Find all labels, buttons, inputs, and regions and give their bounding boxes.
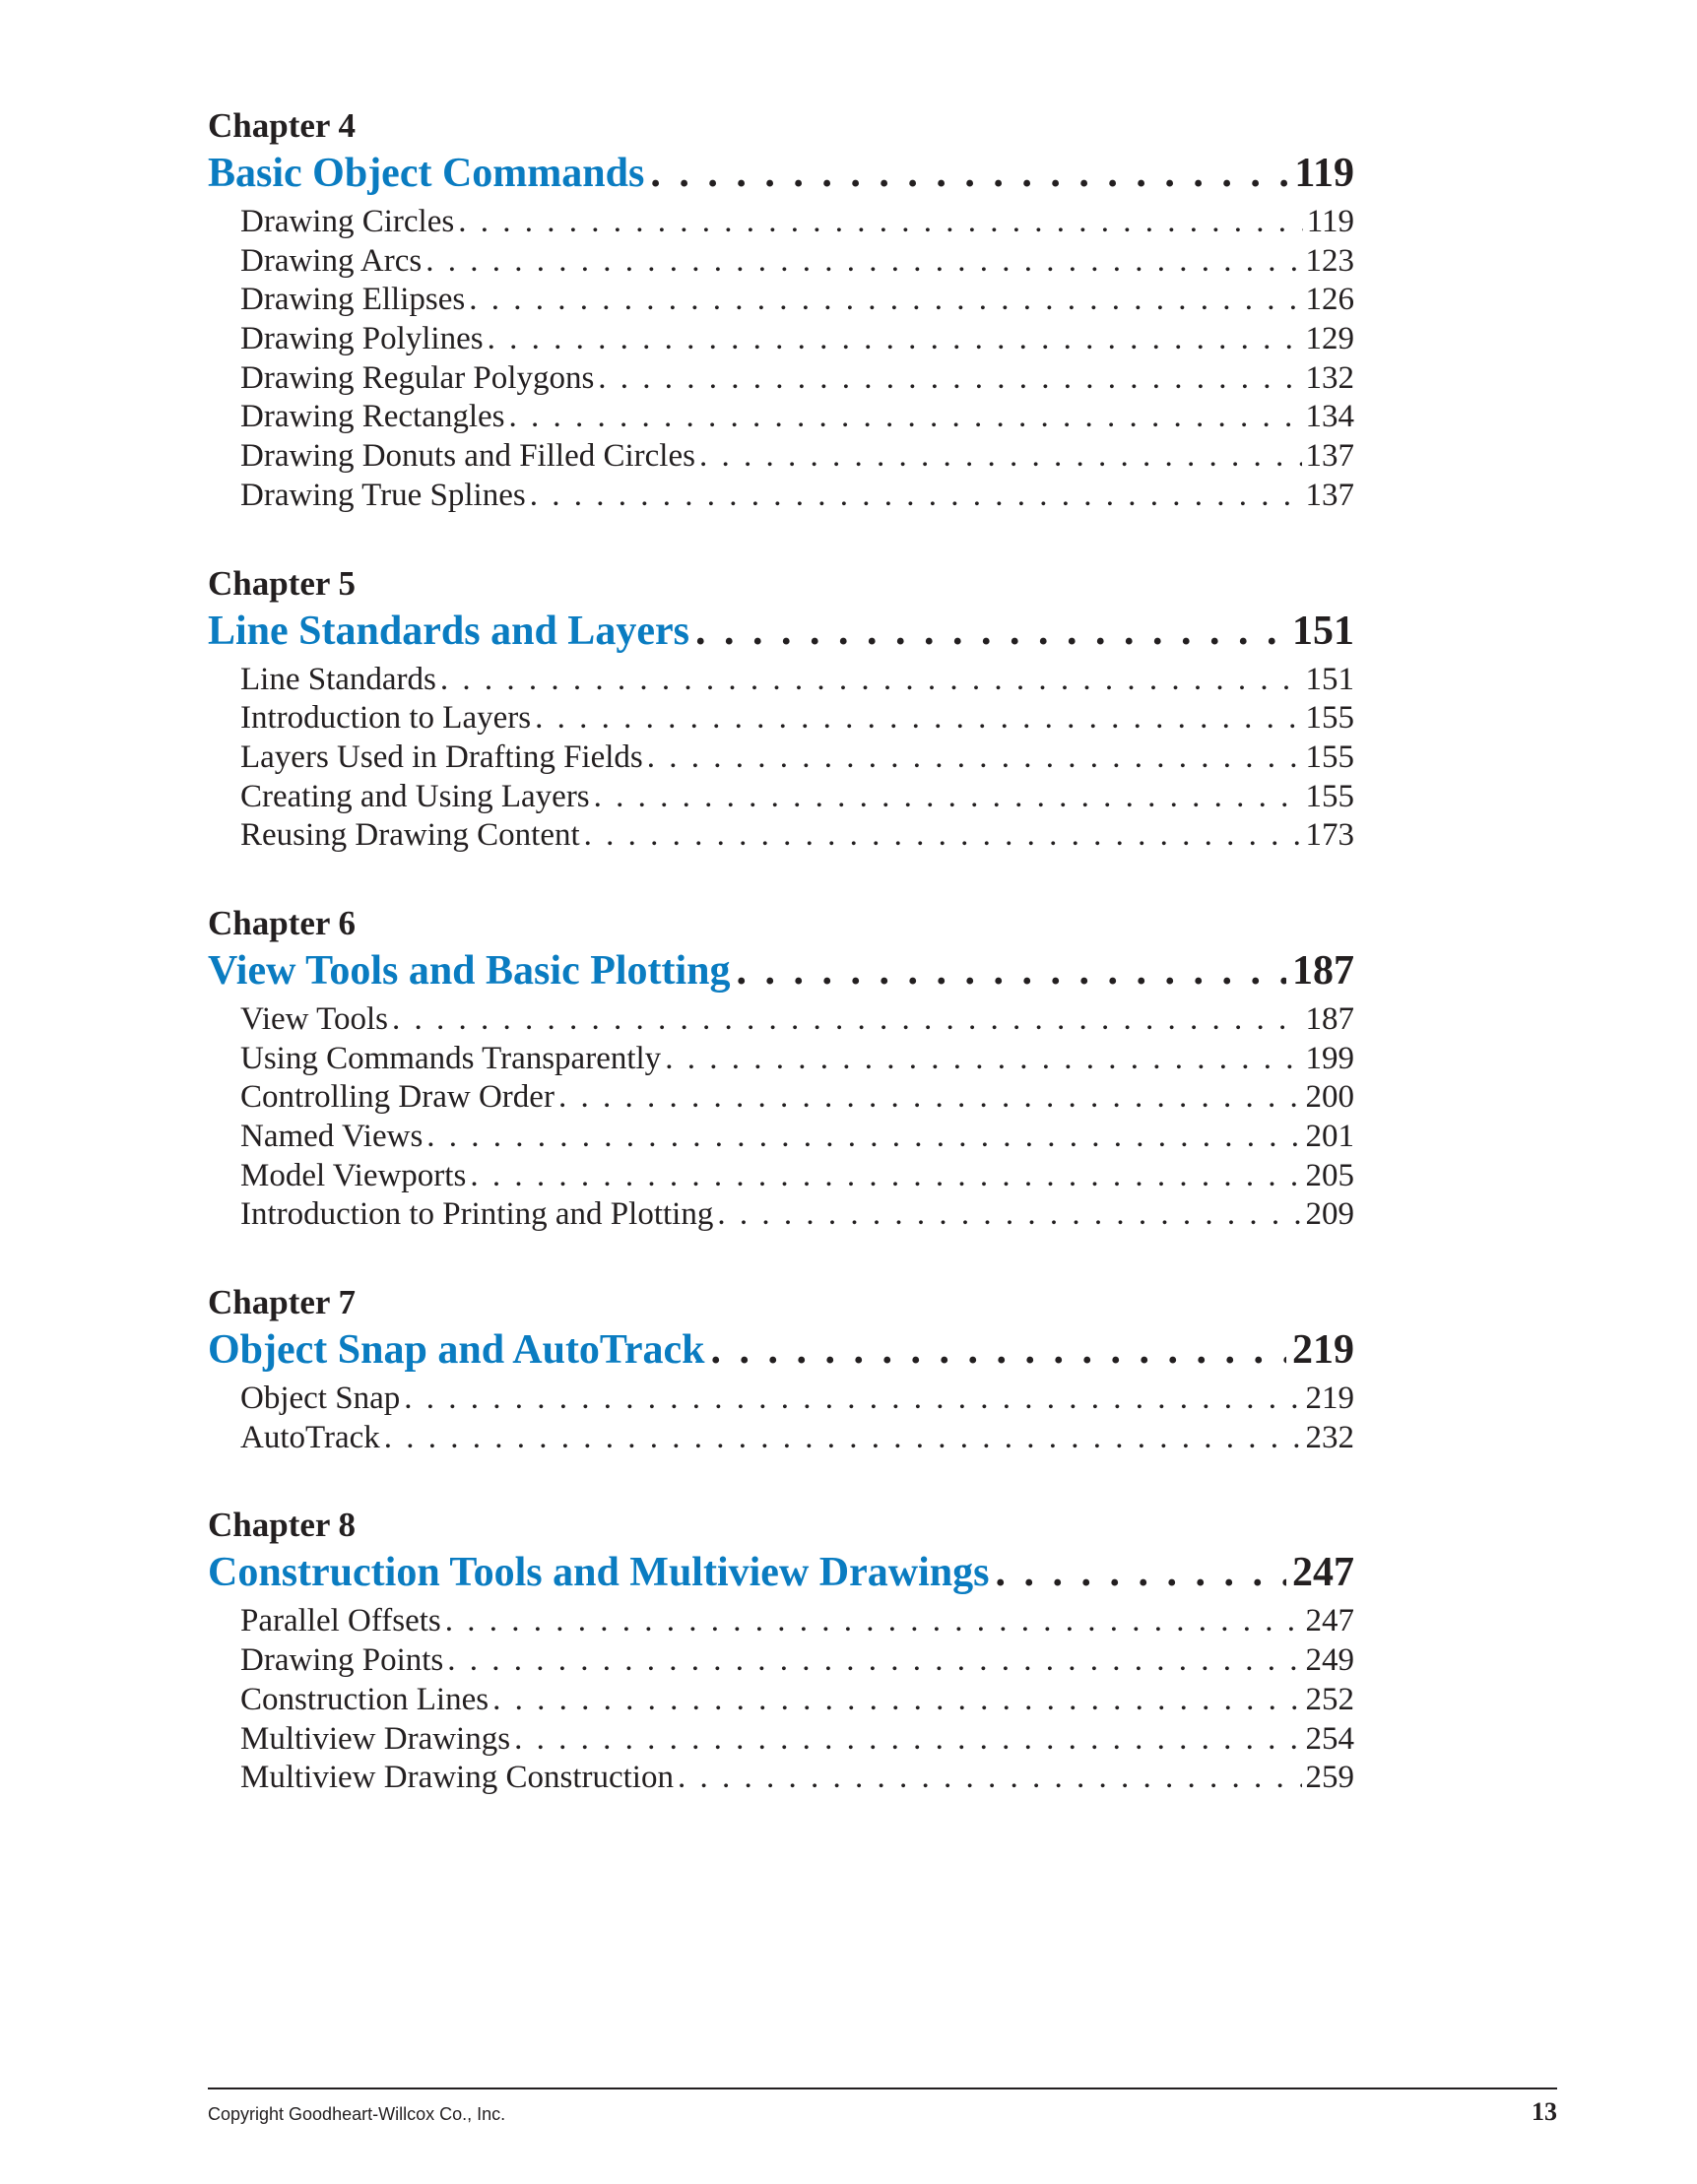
dot-leader: [678, 1759, 1302, 1798]
section-title: Drawing Points: [240, 1642, 444, 1679]
page-footer: [208, 2088, 1557, 2127]
toc-entry[interactable]: [208, 1040, 1354, 1079]
toc-entry[interactable]: [208, 816, 1354, 856]
section-page-number: 219: [1305, 1381, 1354, 1417]
dot-leader: [440, 661, 1302, 700]
section-list: [208, 1000, 1354, 1235]
section-list: [208, 661, 1354, 856]
section-page-number: 126: [1305, 282, 1354, 318]
section-title: Drawing Regular Polygons: [240, 359, 595, 396]
dot-leader: [492, 1681, 1301, 1720]
toc-entry[interactable]: [208, 1000, 1354, 1040]
chapter-title: Object Snap and AutoTrack: [208, 1327, 705, 1374]
section-page-number: 205: [1305, 1157, 1354, 1193]
toc-entry[interactable]: [208, 1759, 1354, 1798]
table-of-contents: [208, 104, 1354, 1844]
section-page-number: 134: [1305, 399, 1354, 435]
chapter-label: Chapter 7: [208, 1283, 357, 1322]
section-title: Controlling Draw Order: [240, 1079, 555, 1116]
chapter-block: [208, 902, 1354, 1235]
chapter-page-number: 187: [1292, 947, 1354, 994]
section-title: Line Standards: [240, 661, 436, 697]
toc-entry[interactable]: [208, 281, 1354, 320]
dot-leader: [717, 1195, 1301, 1235]
chapter-title: View Tools and Basic Plotting: [208, 947, 731, 994]
chapter-label: Chapter 5: [208, 563, 357, 603]
toc-entry[interactable]: [208, 661, 1354, 700]
section-page-number: 187: [1305, 1000, 1354, 1037]
chapter-title-entry[interactable]: [208, 148, 1354, 199]
section-page-number: 132: [1305, 359, 1354, 396]
chapter-label: Chapter 8: [208, 1506, 357, 1545]
section-page-number: 249: [1305, 1642, 1354, 1679]
copyright-notice: Copyright Goodheart-Willcox Co., Inc.: [208, 2104, 506, 2124]
toc-entry[interactable]: [208, 398, 1354, 437]
section-title: Using Commands Transparently: [240, 1040, 662, 1076]
section-title: Drawing Ellipses: [240, 282, 466, 318]
dot-leader: [665, 1040, 1301, 1079]
section-title: Construction Lines: [240, 1681, 490, 1717]
dot-leader: [598, 359, 1301, 399]
toc-entry[interactable]: [208, 359, 1354, 399]
dot-leader: [594, 778, 1302, 817]
section-title: Named Views: [240, 1119, 424, 1154]
section-title: Layers Used in Drafting Fields: [240, 739, 643, 775]
section-title: Creating and Using Layers: [240, 778, 590, 814]
chapter-label: Chapter 4: [208, 106, 357, 145]
section-list: [208, 1602, 1354, 1797]
dot-leader: [470, 1157, 1301, 1196]
toc-entry[interactable]: [208, 203, 1354, 242]
section-title: Drawing Circles: [240, 204, 455, 239]
section-page-number: 199: [1305, 1040, 1354, 1076]
section-title: Introduction to Printing and Plotting: [240, 1196, 714, 1233]
section-title: Object Snap: [240, 1381, 401, 1417]
section-title: Drawing Arcs: [240, 242, 423, 279]
toc-entry[interactable]: [208, 1078, 1354, 1118]
chapter-title: Basic Object Commands: [208, 151, 645, 196]
dot-leader: [647, 739, 1302, 778]
dot-leader: [425, 242, 1301, 282]
section-page-number: 209: [1305, 1196, 1354, 1233]
dot-leader: [426, 1118, 1301, 1157]
section-title: Multiview Drawing Construction: [240, 1760, 674, 1796]
chapter-block: [208, 1504, 1354, 1797]
section-title: AutoTrack: [240, 1419, 380, 1455]
section-title: Drawing Donuts and Filled Circles: [240, 438, 695, 475]
dot-leader: [458, 203, 1303, 242]
chapter-page-number: 219: [1292, 1327, 1354, 1374]
section-page-number: 151: [1305, 661, 1354, 697]
section-page-number: 129: [1305, 321, 1354, 357]
chapter-page-number: 151: [1292, 608, 1354, 654]
section-page-number: 155: [1305, 739, 1354, 775]
section-page-number: 252: [1305, 1681, 1354, 1717]
toc-entry[interactable]: [208, 739, 1354, 778]
toc-entry[interactable]: [208, 1641, 1354, 1681]
section-page-number: 247: [1305, 1603, 1354, 1639]
dot-leader: [995, 1547, 1286, 1598]
dot-leader: [384, 1419, 1302, 1458]
section-title: Parallel Offsets: [240, 1603, 441, 1639]
toc-entry[interactable]: [208, 1419, 1354, 1458]
dot-leader: [558, 1078, 1302, 1118]
dot-leader: [530, 477, 1302, 516]
dot-leader: [695, 606, 1286, 657]
section-title: Introduction to Layers: [240, 700, 532, 737]
toc-entry[interactable]: [208, 1602, 1354, 1641]
toc-entry[interactable]: [208, 1720, 1354, 1760]
section-title: Model Viewports: [240, 1157, 467, 1193]
chapter-block: [208, 104, 1354, 516]
toc-entry[interactable]: [208, 477, 1354, 516]
dot-leader: [445, 1602, 1302, 1641]
chapter-page-number: 119: [1294, 151, 1354, 196]
dot-leader: [404, 1380, 1301, 1419]
dot-leader: [535, 699, 1301, 739]
section-page-number: 155: [1305, 700, 1354, 737]
section-title: Reusing Drawing Content: [240, 817, 580, 854]
section-title: View Tools: [240, 1000, 389, 1037]
chapter-label: Chapter 6: [208, 903, 357, 942]
toc-entry[interactable]: [208, 320, 1354, 359]
dot-leader: [650, 148, 1288, 199]
dot-leader: [710, 1324, 1286, 1376]
chapter-title-entry[interactable]: [208, 1324, 1354, 1376]
section-title: Drawing True Splines: [240, 477, 526, 513]
dot-leader: [699, 437, 1302, 477]
chapter-block: [208, 1281, 1354, 1457]
section-page-number: 155: [1305, 778, 1354, 814]
section-title: Drawing Rectangles: [240, 399, 505, 435]
chapter-title-entry[interactable]: [208, 606, 1354, 657]
dot-leader: [488, 320, 1302, 359]
toc-entry[interactable]: [208, 1195, 1354, 1235]
toc-entry[interactable]: [208, 699, 1354, 739]
dot-leader: [584, 816, 1302, 856]
toc-entry[interactable]: [208, 1157, 1354, 1196]
toc-entry[interactable]: [208, 437, 1354, 477]
toc-entry[interactable]: [208, 242, 1354, 282]
section-page-number: 123: [1305, 242, 1354, 279]
dot-leader: [509, 398, 1302, 437]
dot-leader: [392, 1000, 1301, 1040]
toc-entry[interactable]: [208, 778, 1354, 817]
chapter-block: [208, 562, 1354, 856]
dot-leader: [514, 1720, 1301, 1760]
section-list: [208, 1380, 1354, 1457]
section-page-number: 119: [1306, 204, 1354, 239]
section-page-number: 200: [1305, 1079, 1354, 1116]
section-title: Drawing Polylines: [240, 321, 484, 357]
chapter-page-number: 247: [1292, 1550, 1354, 1596]
section-page-number: 254: [1305, 1720, 1354, 1757]
chapter-title-entry[interactable]: [208, 1547, 1354, 1598]
section-page-number: 232: [1305, 1419, 1354, 1455]
dot-leader: [737, 945, 1286, 996]
chapter-title: Line Standards and Layers: [208, 608, 689, 654]
toc-entry[interactable]: [208, 1380, 1354, 1419]
chapter-title-entry[interactable]: [208, 945, 1354, 996]
page-number: 13: [1532, 2097, 1557, 2126]
toc-entry[interactable]: [208, 1118, 1354, 1157]
section-page-number: 137: [1305, 477, 1354, 513]
section-list: [208, 203, 1354, 516]
dot-leader: [447, 1641, 1301, 1681]
section-page-number: 137: [1305, 438, 1354, 475]
section-page-number: 259: [1305, 1760, 1354, 1796]
section-page-number: 173: [1305, 817, 1354, 854]
dot-leader: [469, 281, 1301, 320]
section-page-number: 201: [1305, 1119, 1354, 1154]
section-title: Multiview Drawings: [240, 1720, 511, 1757]
chapter-title: Construction Tools and Multiview Drawings: [208, 1550, 990, 1596]
toc-entry[interactable]: [208, 1681, 1354, 1720]
